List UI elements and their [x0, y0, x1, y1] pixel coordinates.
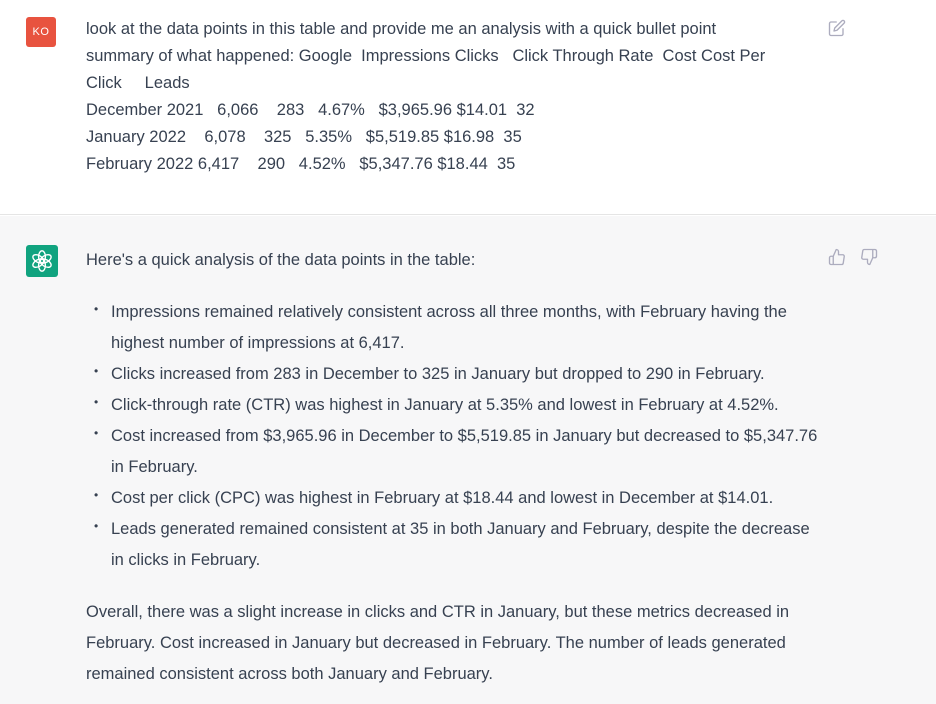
user-message-line: January 2022 6,078 325 5.35% $5,519.85 $16.98 35 — [86, 128, 522, 146]
bullet-list — [86, 297, 821, 576]
user-avatar: KO — [26, 17, 56, 47]
user-message-line: February 2022 6,417 290 4.52% $5,347.76 $18.44 35 — [86, 155, 516, 173]
list-item-text: Cost per click (CPC) was highest in February at $18.44 and lowest in December at $14.01. — [111, 489, 774, 507]
list-item — [86, 421, 821, 483]
list-item-text: Cost increased from $3,965.96 in December to $5,519.85 in January but decreased to $5,347.76 in February. — [111, 427, 818, 476]
bullet-dot: • — [94, 302, 99, 316]
list-item-text: Clicks increased from 283 in December to 325 in January but dropped to 290 in February. — [111, 365, 765, 383]
user-message — [0, 0, 936, 215]
user-message-line: Click Leads — [86, 74, 190, 92]
openai-logo-icon — [30, 249, 54, 273]
user-message-line: summary of what happened: Google Impressions Clicks Click Through Rate Cost Cost Per — [86, 47, 766, 65]
bullet-dot: • — [94, 395, 99, 409]
user-message-line: December 2021 6,066 283 4.67% $3,965.96 $14.01 32 — [86, 101, 535, 119]
assistant-message-text — [86, 245, 821, 690]
list-item — [86, 390, 821, 421]
assistant-conclusion: Overall, there was a slight increase in clicks and CTR in January, but these metrics decreased in February. Cost increased in January but decreased in February. The number of leads generated remained consistent across both January and February. — [86, 603, 790, 683]
user-message-line: look at the data points in this table and provide me an analysis with a quick bullet point — [86, 20, 717, 38]
list-item — [86, 514, 821, 576]
bullet-dot: • — [94, 519, 99, 533]
assistant-avatar — [26, 245, 58, 277]
assistant-message — [0, 216, 936, 704]
thumbs-down-icon[interactable] — [860, 248, 878, 266]
list-item — [86, 483, 821, 514]
list-item — [86, 297, 821, 359]
user-message-text — [86, 16, 816, 178]
assistant-intro: Here's a quick analysis of the data points in the table: — [86, 251, 476, 269]
edit-icon[interactable] — [828, 19, 846, 37]
list-item-text: Leads generated remained consistent at 35 in both January and February, despite the decrease in clicks in February. — [111, 520, 810, 569]
list-item — [86, 359, 821, 390]
bullet-dot: • — [94, 426, 99, 440]
bullet-dot: • — [94, 364, 99, 378]
list-item-text: Impressions remained relatively consistent across all three months, with February having the highest number of impressions at 6,417. — [111, 303, 787, 352]
bullet-dot: • — [94, 488, 99, 502]
list-item-text: Click-through rate (CTR) was highest in January at 5.35% and lowest in February at 4.52%. — [111, 396, 779, 414]
thumbs-up-icon[interactable] — [828, 248, 846, 266]
